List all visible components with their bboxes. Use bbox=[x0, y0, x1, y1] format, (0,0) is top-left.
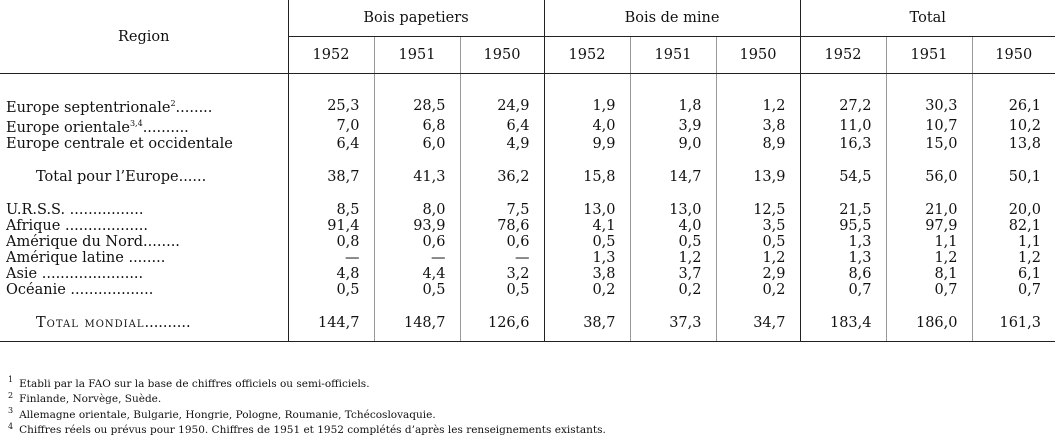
value-cell: 6,4 bbox=[288, 136, 374, 152]
row-label-text: Total pour l’Europe bbox=[36, 168, 179, 185]
row-label bbox=[0, 266, 288, 282]
grand-total-row bbox=[0, 315, 1055, 331]
region-header: Region bbox=[0, 0, 288, 74]
table-body bbox=[0, 74, 1055, 342]
table-row bbox=[0, 250, 1055, 266]
row-label bbox=[0, 315, 288, 331]
value-cell: 1,2 bbox=[972, 250, 1055, 266]
row-label-text: Europe septentrionale bbox=[6, 99, 171, 116]
year-header: 1952 bbox=[544, 37, 630, 74]
table-bottom-rule bbox=[0, 331, 1055, 342]
value-cell: 8,1 bbox=[886, 266, 972, 282]
value-cell: 38,7 bbox=[288, 169, 374, 185]
table-row bbox=[0, 202, 1055, 218]
value-cell: 1,2 bbox=[630, 250, 716, 266]
value-cell: 3,9 bbox=[630, 116, 716, 136]
value-cell: 6,1 bbox=[972, 266, 1055, 282]
value-cell: 161,3 bbox=[972, 315, 1055, 331]
footnote-text: Chiffres réels ou prévus pour 1950. Chiffres de 1951 et 1952 complétés d’après les renseignements existants. bbox=[19, 424, 606, 436]
row-label-text: Amérique du Nord bbox=[6, 233, 144, 250]
row-label bbox=[0, 202, 288, 218]
value-cell: 50,1 bbox=[972, 169, 1055, 185]
value-cell: 0,6 bbox=[374, 234, 460, 250]
footnote-text: Allemagne orientale, Bulgarie, Hongrie, Pologne, Roumanie, Tchécoslovaquie. bbox=[19, 408, 436, 421]
row-label-text: Amérique latine bbox=[6, 249, 124, 266]
value-cell: 13,0 bbox=[544, 202, 630, 218]
value-cell: 0,6 bbox=[460, 234, 544, 250]
leader-dots: ........ bbox=[175, 99, 213, 116]
value-cell: — bbox=[374, 250, 460, 266]
value-cell: 1,8 bbox=[630, 96, 716, 116]
value-cell: 7,5 bbox=[460, 202, 544, 218]
leader-dots: ................ bbox=[65, 201, 144, 218]
value-cell: 34,7 bbox=[716, 315, 800, 331]
value-cell: 6,4 bbox=[460, 116, 544, 136]
value-cell: 7,0 bbox=[288, 116, 374, 136]
group-header-pulpwood: Bois papetiers bbox=[288, 0, 544, 37]
group-header-pitprops: Bois de mine bbox=[544, 0, 800, 37]
value-cell: 38,7 bbox=[544, 315, 630, 331]
row-label-text: U.R.S.S. bbox=[6, 201, 66, 218]
row-label bbox=[0, 136, 288, 152]
value-cell: 1,2 bbox=[716, 250, 800, 266]
row-label-text: Asie bbox=[6, 265, 38, 282]
leader-dots: .................. bbox=[65, 281, 154, 298]
row-label bbox=[0, 234, 288, 250]
value-cell: 15,0 bbox=[886, 136, 972, 152]
value-cell: 0,5 bbox=[716, 234, 800, 250]
footnote-mark: 4 bbox=[8, 421, 14, 431]
value-cell: 4,9 bbox=[460, 136, 544, 152]
value-cell: 4,8 bbox=[288, 266, 374, 282]
row-label bbox=[0, 169, 288, 185]
leader-dots: .......... bbox=[144, 314, 191, 331]
value-cell: 10,2 bbox=[972, 116, 1055, 136]
spacer-row bbox=[0, 298, 1055, 315]
value-cell: 3,2 bbox=[460, 266, 544, 282]
value-cell: 28,5 bbox=[374, 96, 460, 116]
value-cell: 0,5 bbox=[374, 282, 460, 298]
value-cell: 0,5 bbox=[630, 234, 716, 250]
value-cell: 1,2 bbox=[886, 250, 972, 266]
leader-dots: .................. bbox=[60, 217, 148, 234]
value-cell: — bbox=[288, 250, 374, 266]
value-cell: 0,7 bbox=[886, 282, 972, 298]
year-header: 1952 bbox=[800, 37, 886, 74]
value-cell: 148,7 bbox=[374, 315, 460, 331]
footnote-ref: 2 bbox=[170, 99, 176, 108]
value-cell: 1,2 bbox=[716, 96, 800, 116]
value-cell: 0,2 bbox=[716, 282, 800, 298]
row-label-text: Total mondial bbox=[36, 314, 145, 331]
value-cell: 1,9 bbox=[544, 96, 630, 116]
value-cell: 93,9 bbox=[374, 218, 460, 234]
value-cell: 78,6 bbox=[460, 218, 544, 234]
value-cell: 82,1 bbox=[972, 218, 1055, 234]
value-cell: 13,9 bbox=[716, 169, 800, 185]
value-cell: 14,7 bbox=[630, 169, 716, 185]
value-cell: 126,6 bbox=[460, 315, 544, 331]
value-cell: 1,3 bbox=[800, 250, 886, 266]
value-cell: 21,5 bbox=[800, 202, 886, 218]
value-cell: 26,1 bbox=[972, 96, 1055, 116]
value-cell: 15,8 bbox=[544, 169, 630, 185]
value-cell: 144,7 bbox=[288, 315, 374, 331]
value-cell: 1,3 bbox=[544, 250, 630, 266]
value-cell: 56,0 bbox=[886, 169, 972, 185]
table-row bbox=[0, 218, 1055, 234]
value-cell: 0,7 bbox=[972, 282, 1055, 298]
row-label-text: Océanie bbox=[6, 281, 66, 298]
row-label bbox=[0, 282, 288, 298]
spacer-row bbox=[0, 152, 1055, 169]
value-cell: 91,4 bbox=[288, 218, 374, 234]
footnote-mark: 3 bbox=[8, 406, 14, 415]
leader-dots: ...... bbox=[178, 168, 207, 185]
value-cell: 25,3 bbox=[288, 96, 374, 116]
year-header: 1950 bbox=[716, 37, 800, 74]
value-cell: 8,9 bbox=[716, 136, 800, 152]
value-cell: 4,0 bbox=[544, 116, 630, 136]
row-label bbox=[0, 96, 288, 116]
table-row bbox=[0, 282, 1055, 298]
spacer-row bbox=[0, 185, 1055, 202]
value-cell: 6,8 bbox=[374, 116, 460, 136]
value-cell: 2,9 bbox=[716, 266, 800, 282]
year-header: 1951 bbox=[630, 37, 716, 74]
value-cell: 36,2 bbox=[460, 169, 544, 185]
value-cell: 0,5 bbox=[544, 234, 630, 250]
value-cell: 4,0 bbox=[630, 218, 716, 234]
leader-dots: ........ bbox=[123, 249, 166, 266]
row-label bbox=[0, 250, 288, 266]
row-label bbox=[0, 218, 288, 234]
value-cell: 1,1 bbox=[972, 234, 1055, 250]
spacer-row bbox=[0, 74, 1055, 97]
value-cell: 20,0 bbox=[972, 202, 1055, 218]
value-cell: 13,0 bbox=[630, 202, 716, 218]
value-cell: 3,7 bbox=[630, 266, 716, 282]
footnote bbox=[8, 390, 606, 406]
group-header-total: Total bbox=[800, 0, 1055, 37]
value-cell: 16,3 bbox=[800, 136, 886, 152]
value-cell: 3,5 bbox=[716, 218, 800, 234]
year-header: 1951 bbox=[374, 37, 460, 74]
year-header: 1952 bbox=[288, 37, 374, 74]
footnote-mark: 1 bbox=[8, 375, 14, 384]
header-group-row bbox=[0, 0, 1055, 37]
value-cell: 30,3 bbox=[886, 96, 972, 116]
table-row bbox=[0, 266, 1055, 282]
footnote-text: Finlande, Norvège, Suède. bbox=[19, 393, 162, 405]
value-cell: 37,3 bbox=[630, 315, 716, 331]
value-cell: 1,3 bbox=[800, 234, 886, 250]
value-cell: 3,8 bbox=[544, 266, 630, 282]
footnote bbox=[8, 374, 606, 390]
table-row bbox=[0, 234, 1055, 250]
row-label-text: Europe orientale bbox=[6, 119, 130, 136]
value-cell: 0,5 bbox=[288, 282, 374, 298]
footnote-text: Etabli par la FAO sur la base de chiffres officiels ou semi-officiels. bbox=[19, 377, 370, 390]
value-cell: 10,7 bbox=[886, 116, 972, 136]
value-cell: 11,0 bbox=[800, 116, 886, 136]
value-cell: 97,9 bbox=[886, 218, 972, 234]
value-cell: 0,5 bbox=[460, 282, 544, 298]
value-cell: 4,4 bbox=[374, 266, 460, 282]
value-cell: 9,9 bbox=[544, 136, 630, 152]
value-cell: 3,8 bbox=[716, 116, 800, 136]
year-header: 1950 bbox=[972, 37, 1055, 74]
value-cell: 183,4 bbox=[800, 315, 886, 331]
value-cell: 21,0 bbox=[886, 202, 972, 218]
footnote-mark: 2 bbox=[8, 390, 14, 400]
row-label bbox=[0, 116, 288, 136]
value-cell: 8,6 bbox=[800, 266, 886, 282]
value-cell: — bbox=[460, 250, 544, 266]
value-cell: 8,5 bbox=[288, 202, 374, 218]
table-row bbox=[0, 116, 1055, 136]
value-cell: 8,0 bbox=[374, 202, 460, 218]
value-cell: 12,5 bbox=[716, 202, 800, 218]
value-cell: 54,5 bbox=[800, 169, 886, 185]
footnotes bbox=[8, 374, 606, 436]
value-cell: 0,2 bbox=[630, 282, 716, 298]
value-cell: 0,7 bbox=[800, 282, 886, 298]
value-cell: 41,3 bbox=[374, 169, 460, 185]
leader-dots: ........ bbox=[143, 233, 180, 250]
row-label-text: Europe centrale et occidentale bbox=[6, 135, 233, 152]
value-cell: 9,0 bbox=[630, 136, 716, 152]
value-cell: 27,2 bbox=[800, 96, 886, 116]
table-row bbox=[0, 96, 1055, 116]
leader-dots: .......... bbox=[142, 119, 189, 136]
row-label-text: Afrique bbox=[6, 217, 61, 234]
footnote bbox=[8, 405, 606, 421]
value-cell: 186,0 bbox=[886, 315, 972, 331]
value-cell: 24,9 bbox=[460, 96, 544, 116]
value-cell: 4,1 bbox=[544, 218, 630, 234]
table-row bbox=[0, 136, 1055, 152]
footnote bbox=[8, 421, 606, 437]
value-cell: 13,8 bbox=[972, 136, 1055, 152]
value-cell: 0,8 bbox=[288, 234, 374, 250]
footnote-ref: 3,4 bbox=[129, 118, 143, 128]
value-cell: 0,2 bbox=[544, 282, 630, 298]
value-cell: 1,1 bbox=[886, 234, 972, 250]
subtotal-row bbox=[0, 169, 1055, 185]
year-header: 1951 bbox=[886, 37, 972, 74]
leader-dots: ...................... bbox=[37, 265, 144, 282]
year-header: 1950 bbox=[460, 37, 544, 74]
value-cell: 95,5 bbox=[800, 218, 886, 234]
value-cell: 6,0 bbox=[374, 136, 460, 152]
